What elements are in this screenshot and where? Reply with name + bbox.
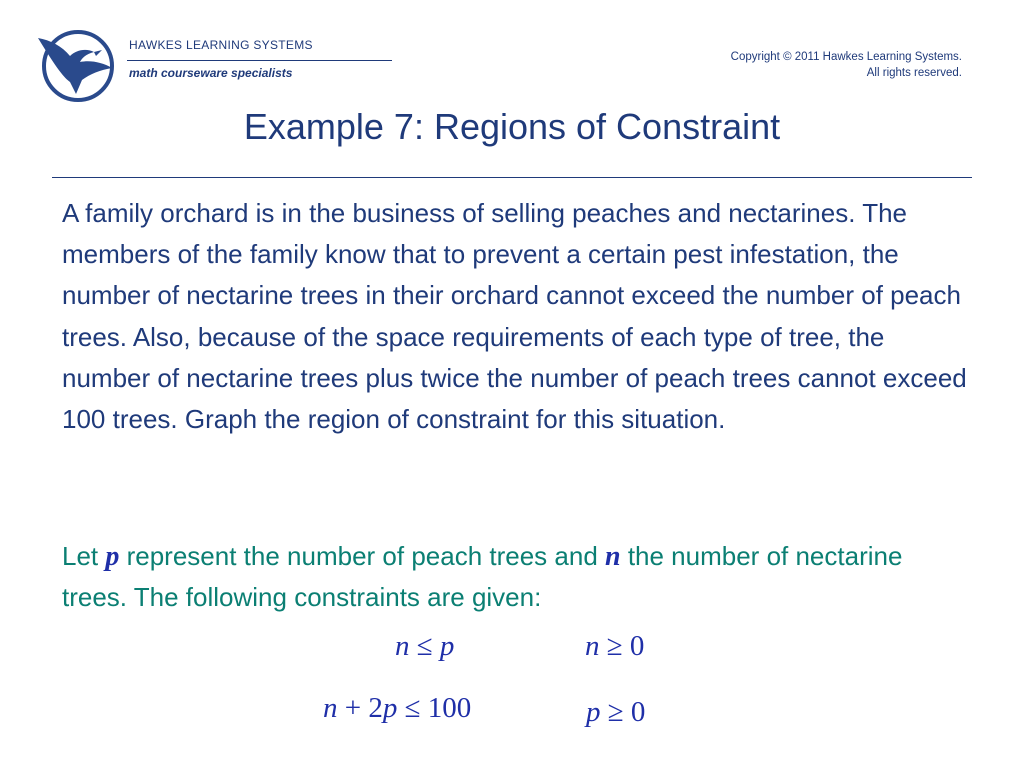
copyright-line-1: Copyright © 2011 Hawkes Learning Systems.	[730, 51, 962, 63]
variable-definition	[62, 536, 967, 618]
brand-tagline: math courseware specialists	[129, 66, 293, 80]
variable-p: p	[105, 541, 120, 572]
eagle-globe-icon	[36, 28, 116, 102]
constraint-n-ge-0: n ≥ 0	[585, 630, 645, 662]
setup-text-1: Let	[62, 541, 106, 571]
problem-statement: A family orchard is in the business of selling peaches and nectarines. The members of the family know that to prevent a certain pest infestation, the number of nectarine trees in their orchard cannot exceed the number of peach trees. Also, because of the space requirements of each type of tree, the number of nectarine trees plus twice the number of peach trees cannot exceed 100 trees. Graph the region of constraint for this situation.	[62, 198, 967, 435]
slide-title: Example 7: Regions of Constraint	[243, 106, 781, 147]
brand-divider	[127, 60, 392, 61]
constraint-p-ge-0: p ≥ 0	[586, 696, 646, 728]
setup-text-2: represent the number of peach trees and	[119, 541, 606, 571]
copyright-notice	[731, 49, 962, 81]
copyright-line-2: All rights reserved.	[866, 67, 962, 79]
constraint-n-plus-2p-le-100: n + 2p ≤ 100	[323, 692, 472, 724]
brand-name: HAWKES LEARNING SYSTEMS	[129, 38, 313, 52]
variable-n: n	[605, 541, 621, 572]
setup-text-3: the number of nectarine trees. The following constraints are given:	[62, 541, 903, 613]
title-divider	[52, 177, 972, 178]
constraint-n-le-p: n ≤ p	[395, 630, 455, 662]
